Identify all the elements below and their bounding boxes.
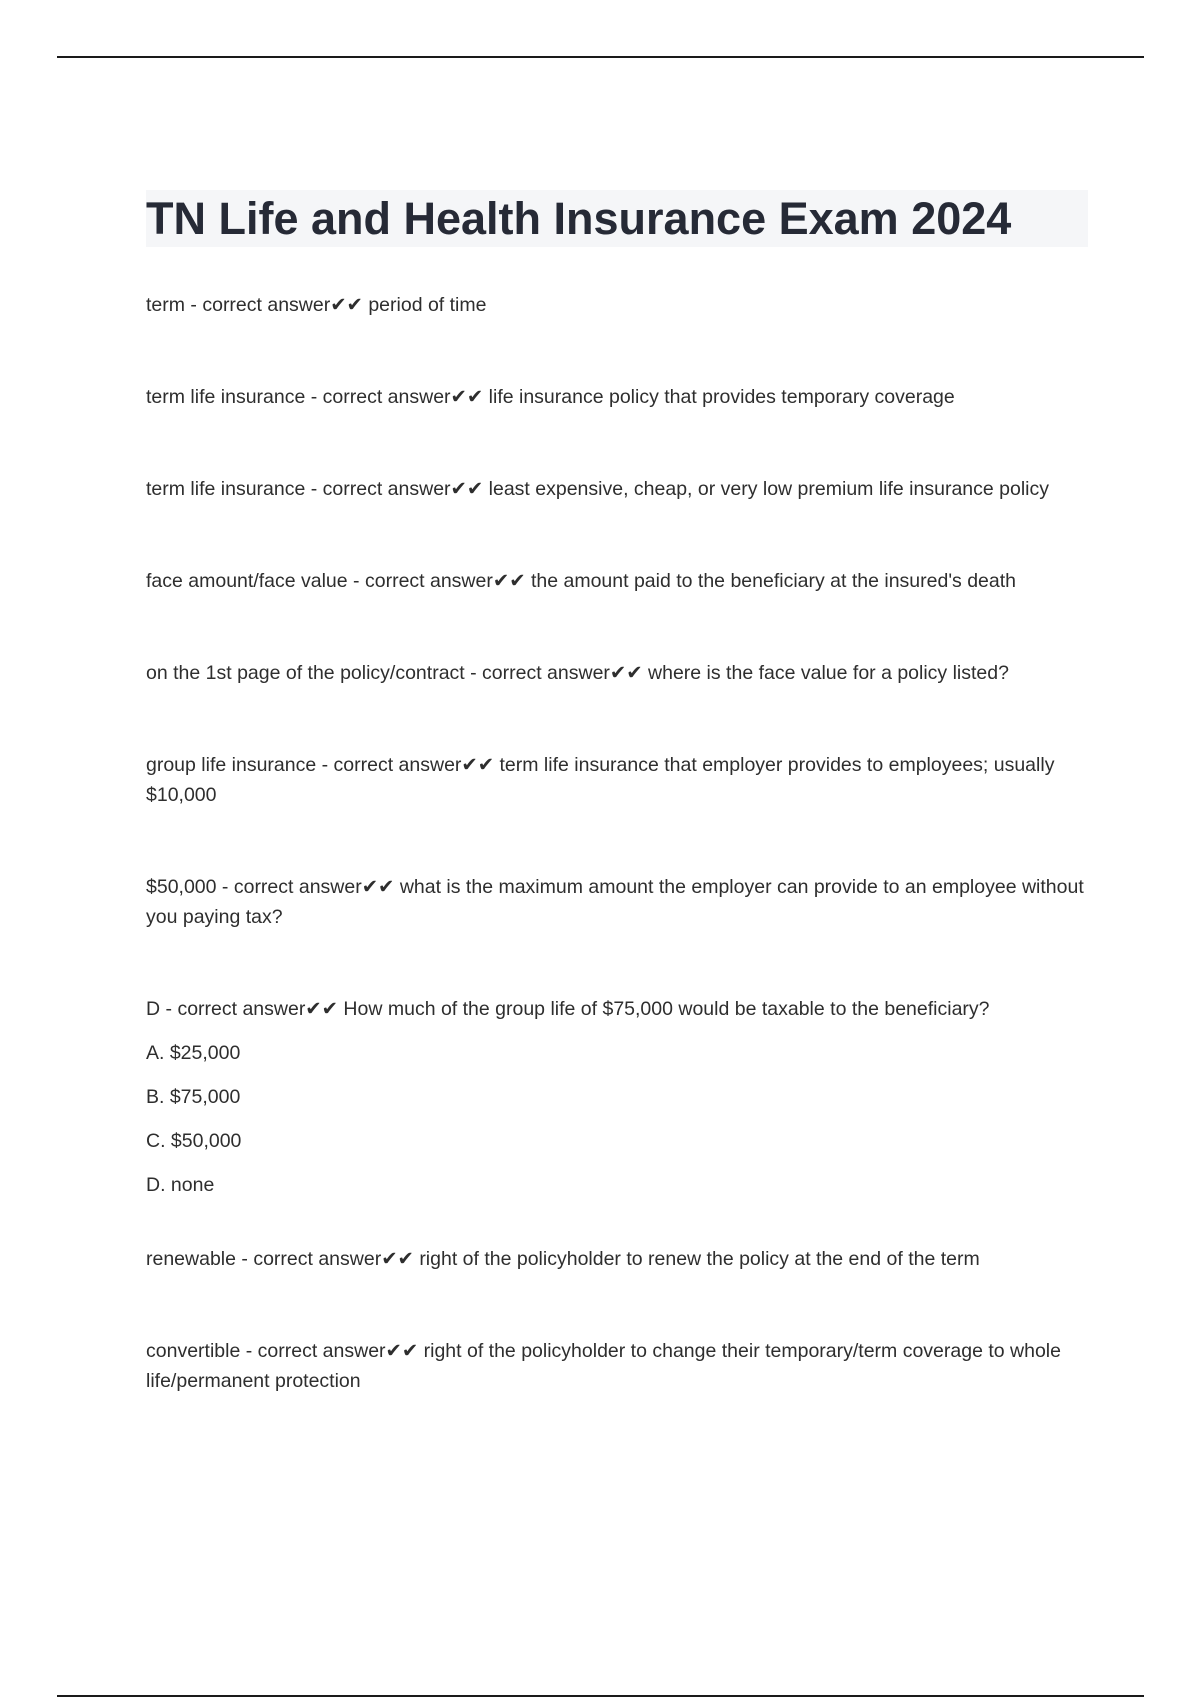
entry-term: D — [146, 998, 161, 1020]
answer-options — [146, 1038, 1086, 1200]
list-item: term life insurance - correct answer✔✔ life insurance policy that provides temporary coverage — [146, 386, 955, 408]
option-a: A. $25,000 — [146, 1042, 241, 1064]
answer-marker: correct answer✔✔ — [177, 998, 338, 1020]
list-item: renewable - correct answer✔✔ right of the policyholder to renew the policy at the end of the term — [146, 1248, 980, 1270]
entry-term: term — [146, 294, 185, 316]
list-item: term - correct answer✔✔ period of time — [146, 294, 487, 316]
entry-answer: right of the policyholder to change their temporary/term coverage to whole life/permanent protection — [146, 1340, 1061, 1392]
answer-marker: correct answer✔✔ — [202, 294, 363, 316]
answer-marker: correct answer✔✔ — [364, 570, 526, 592]
entry-term: term life insurance — [146, 386, 306, 408]
entry-answer: life insurance policy that provides temporary coverage — [488, 386, 955, 408]
question-line: D - correct answer✔✔ How much of the group life of $75,000 would be taxable to the beneficiary? — [146, 998, 990, 1020]
list-item: on the 1st page of the policy/contract - correct answer✔✔ where is the face value for a policy listed? — [146, 662, 1009, 684]
header-rule — [57, 56, 1144, 58]
entry-answer: right of the policyholder to renew the policy at the end of the term — [419, 1248, 980, 1270]
list-item: $50,000 - correct answer✔✔ what is the maximum amount the employer can provide to an employee without you paying tax? — [146, 876, 1084, 928]
footer-rule — [57, 1695, 1144, 1697]
answer-marker: correct answer✔✔ — [333, 754, 495, 776]
answer-marker: correct answer✔✔ — [257, 1340, 419, 1362]
entry-term: on the 1st page of the policy/contract — [146, 662, 465, 684]
entry-term: renewable — [146, 1248, 236, 1270]
answer-marker: correct answer✔✔ — [233, 876, 395, 898]
list-item: convertible - correct answer✔✔ right of the policyholder to change their temporary/term coverage to whole life/permanent protection — [146, 1340, 1061, 1392]
list-item: term life insurance - correct answer✔✔ least expensive, cheap, or very low premium life insurance policy — [146, 478, 1049, 500]
option-b: B. $75,000 — [146, 1086, 241, 1108]
entry-answer: period of time — [368, 294, 487, 316]
entry-answer: where is the face value for a policy listed? — [648, 662, 1009, 684]
answer-marker: correct answer✔✔ — [482, 662, 643, 684]
entry-answer: what is the maximum amount the employer can provide to an employee without you paying tax? — [146, 876, 1084, 928]
entry-term: $50,000 — [146, 876, 217, 898]
entry-term: convertible — [146, 1340, 241, 1362]
list-item: face amount/face value - correct answer✔✔ the amount paid to the beneficiary at the insured's death — [146, 570, 1017, 592]
document-title: TN Life and Health Insurance Exam 2024 — [146, 193, 1012, 244]
entry-answer: How much of the group life of $75,000 would be taxable to the beneficiary? — [343, 998, 990, 1020]
answer-marker: correct answer✔✔ — [322, 386, 484, 408]
entry-answer: the amount paid to the beneficiary at the insured's death — [530, 570, 1017, 592]
title-banner — [146, 190, 1088, 247]
entry-term: face amount/face value — [146, 570, 348, 592]
list-item — [146, 994, 1086, 1200]
flashcard-list — [146, 290, 1086, 1458]
entry-term: term life insurance — [146, 478, 306, 500]
option-d: D. none — [146, 1174, 215, 1196]
answer-marker: correct answer✔✔ — [253, 1248, 414, 1270]
entry-answer: least expensive, cheap, or very low premium life insurance policy — [488, 478, 1049, 500]
entry-answer: term life insurance that employer provides to employees; usually $10,000 — [146, 754, 1055, 806]
list-item: group life insurance - correct answer✔✔ term life insurance that employer provides to employees; usually $10,000 — [146, 754, 1055, 806]
entry-term: group life insurance — [146, 754, 317, 776]
option-c: C. $50,000 — [146, 1130, 242, 1152]
answer-marker: correct answer✔✔ — [322, 478, 484, 500]
